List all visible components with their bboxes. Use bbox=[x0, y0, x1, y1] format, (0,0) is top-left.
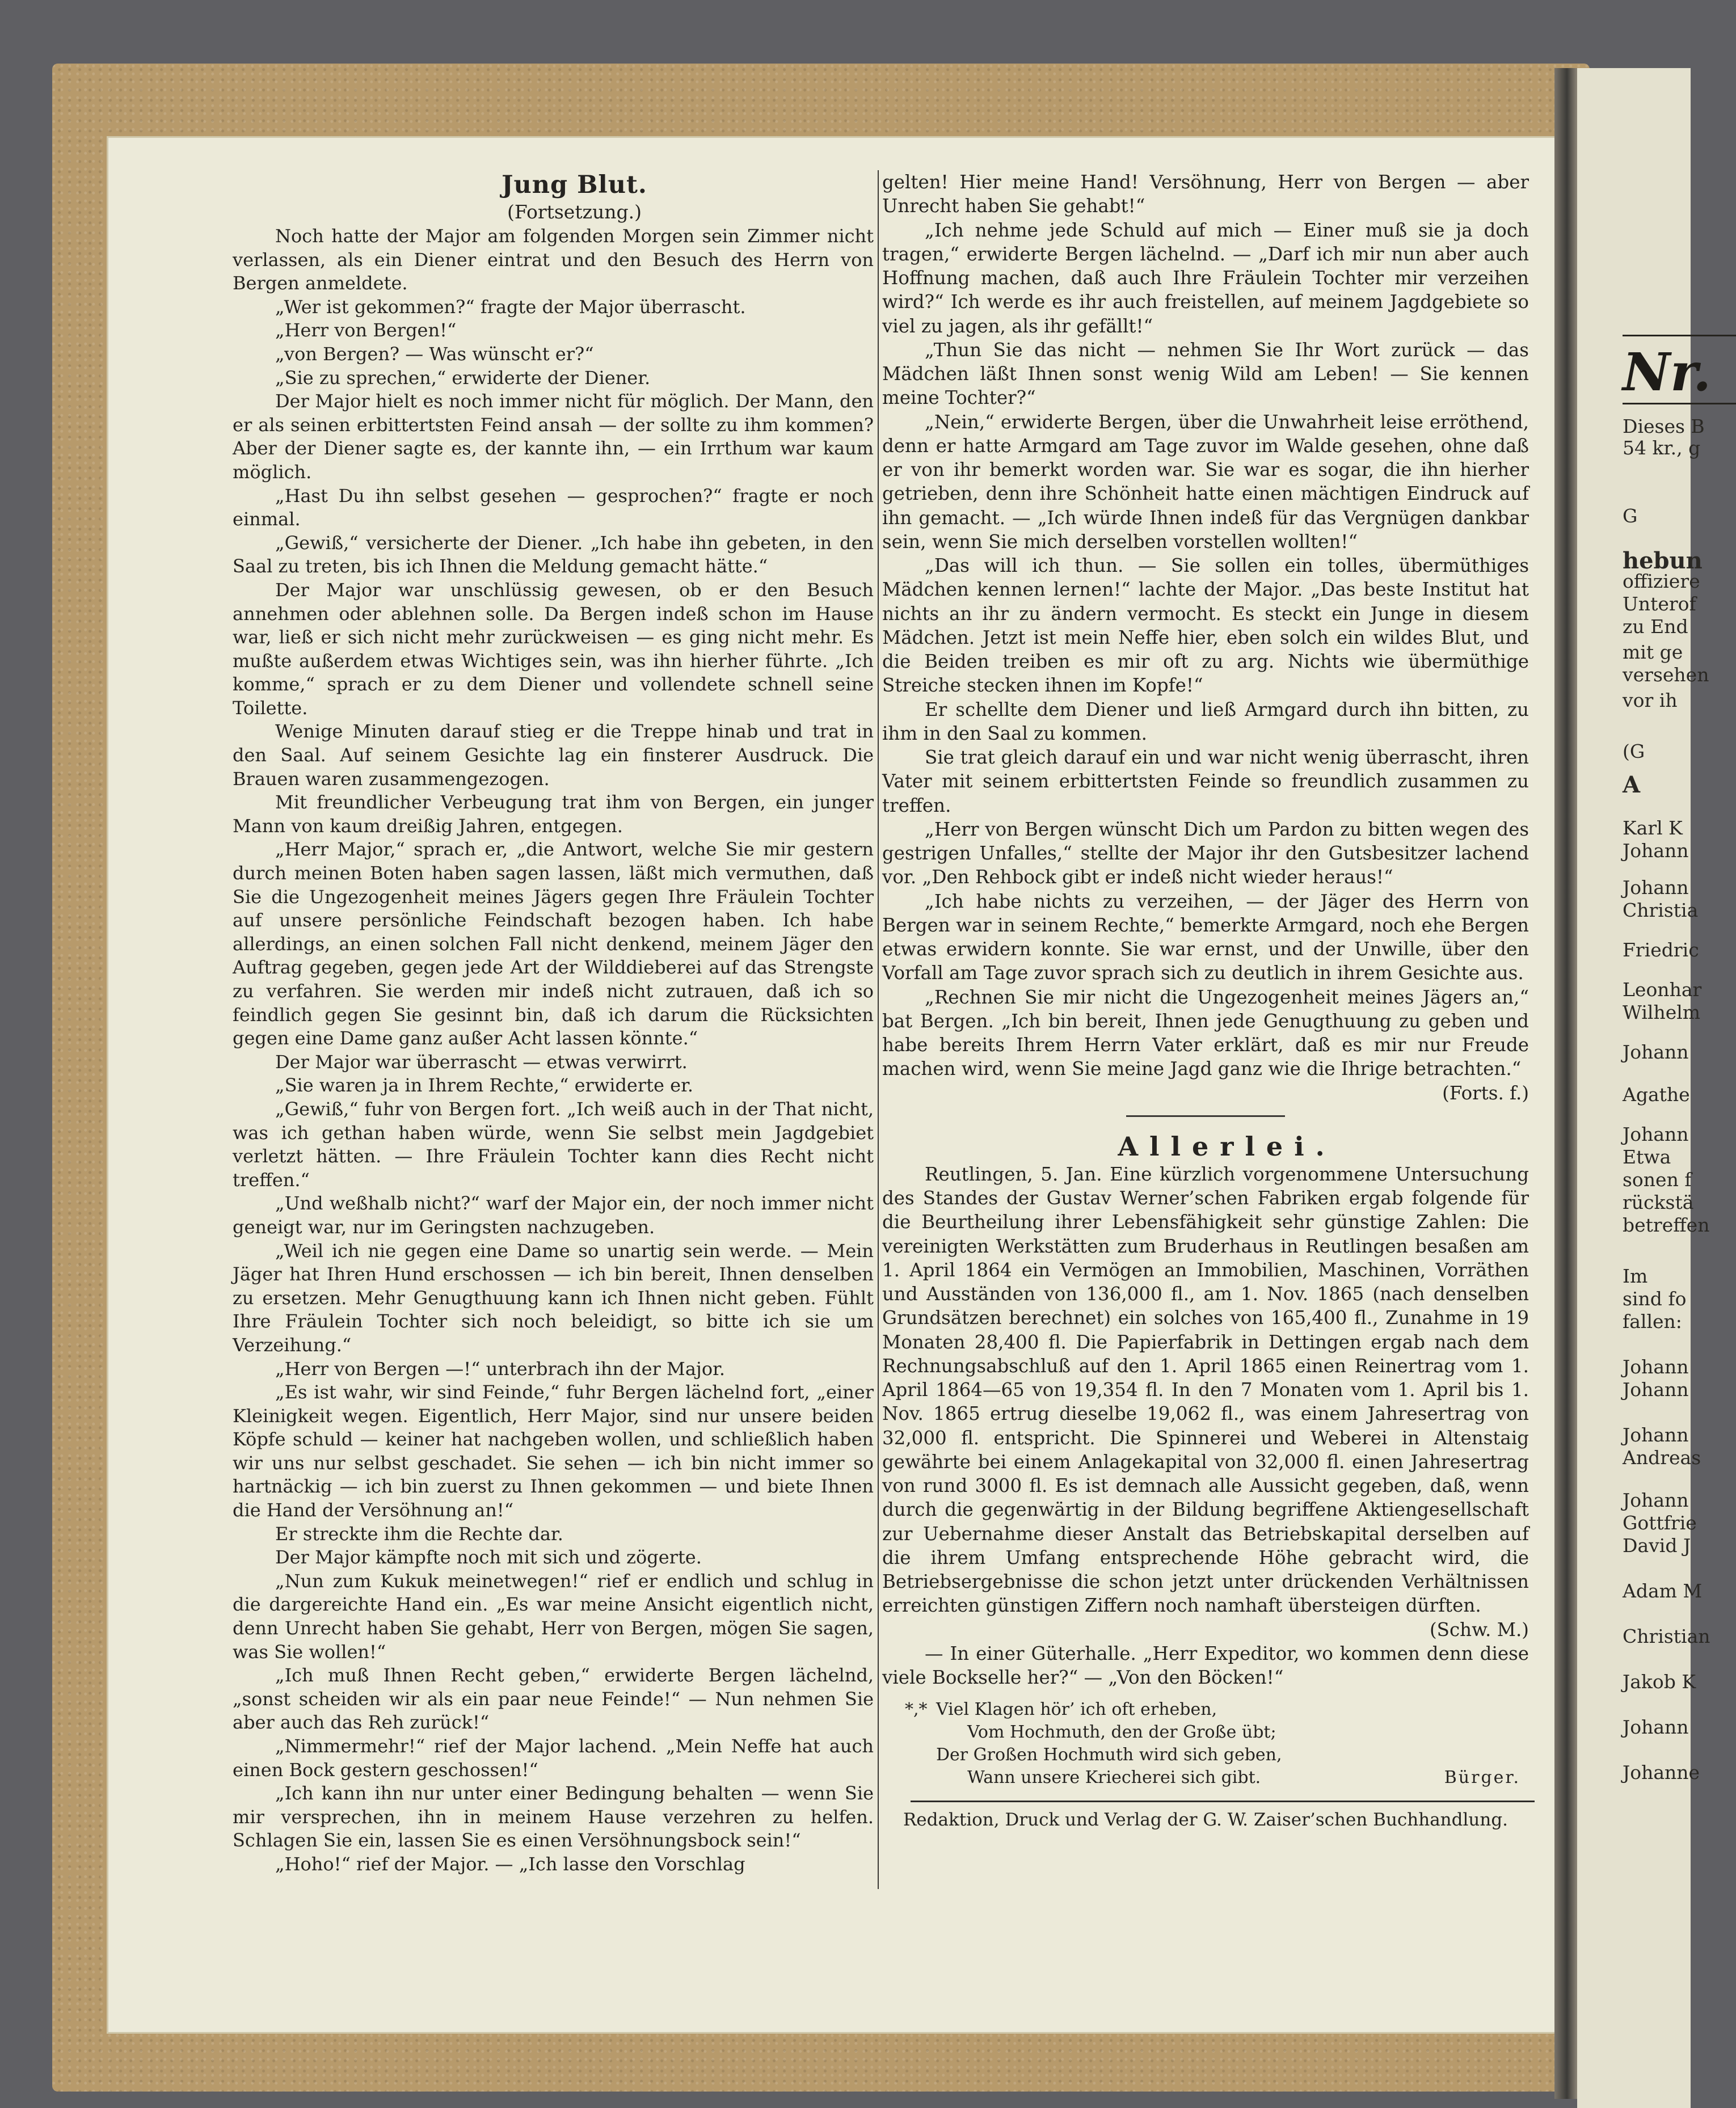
next-page-line: Christian bbox=[1623, 1625, 1710, 1647]
poem-line: Der Großen Hochmuth wird sich geben, bbox=[936, 1745, 1282, 1765]
next-page-fragment bbox=[1577, 68, 1712, 2108]
story-paragraph: Er schellte dem Diener und ließ Armgard durch ihn bitten, zu ihm in den Saal zu kommen. bbox=[882, 698, 1529, 744]
imprint: Redaktion, Druck und Verlag der G. W. Zaiser’schen Buchhandlung. bbox=[903, 1810, 1509, 1831]
next-page-line: Johann bbox=[1623, 1123, 1689, 1145]
story-paragraph: „Das will ich thun. — Sie sollen ein tolles, übermüthiges Mädchen kennen lernen!“ lachte der Major. „Das beste Institut hat nichts an ihr zu ändern vermocht. Es steckt ein Junge in diesem Mädchen. Jetzt ist mein Neffe hier, eben solch ein wildes Blut, und die Beiden treiben es mir oft zu arg. Nichts wie übermüthige Streiche stecken ihnen im Kopfe!“ bbox=[882, 555, 1529, 697]
next-page-line: Agathe bbox=[1623, 1083, 1690, 1106]
story-paragraph: „Herr von Bergen!“ bbox=[275, 319, 457, 342]
story-continuation: gelten! Hier meine Hand! Versöhnung, Herr von Bergen — aber Unrecht haben Sie gehabt!“ bbox=[882, 171, 1529, 217]
next-page-line: Johann bbox=[1623, 876, 1689, 899]
next-page-line: mit ge bbox=[1623, 641, 1683, 663]
next-page-line: Johann bbox=[1623, 1378, 1689, 1401]
story-paragraph: Der Major war unschlüssig gewesen, ob er den Besuch annehmen oder ablehnen solle. Da Bergen indeß schon im Hause war, ließ er sich nicht mehr zurückweisen — es ging nicht mehr. Es mußte außerdem etwas Wichtiges sein, was ihn hierher führte. „Ich komme,“ sprach er zu dem Diener und vollendete schnell seine Toilette. bbox=[233, 579, 874, 719]
story-paragraph: Der Major kämpfte noch mit sich und zögerte. bbox=[275, 1546, 702, 1569]
next-page-line: Johann bbox=[1623, 1424, 1689, 1446]
next-page-line: A bbox=[1623, 771, 1641, 798]
next-page-line: hebun bbox=[1623, 547, 1703, 574]
story-paragraph: Noch hatte der Major am folgenden Morgen sein Zimmer nicht verlassen, als ein Diener eintrat und den Besuch des Herrn von Bergen anmeldete. bbox=[233, 225, 874, 294]
next-page-line: Johann bbox=[1623, 1489, 1689, 1511]
story-paragraph: „Nimmermehr!“ rief der Major lachend. „Mein Neffe hat auch einen Bock gestern geschossen!“ bbox=[233, 1735, 874, 1781]
news-item-reutlingen: Reutlingen, 5. Jan. Eine kürzlich vorgenommene Untersuchung des Standes der Gustav Werner’schen Fabriken ergab folgende für die Beurtheilung ihrer Lebensfähigkeit sehr günstige Zahlen: Die vereinigten Werkstätten zum Bruderhaus in Reutlingen besaßen am 1. April 1864 ein Vermögen an Immobilien, Maschinen, Vorräthen und Ausständen von 136,000 fl., am 1. Nov. 1865 (nach denselben Grundsätzen berechnet) ein solches von 165,400 fl., Zunahme in 19 Monaten 28,400 fl. Die Papierfabrik in Dettingen ergab nach dem Rechnungsabschluß auf den 1. April 1865 einen Reinertrag vom 1. April 1864—65 von 19,354 fl. In den 7 Monaten vom 1. April bis 1. Nov. 1865 ertrug dieselbe 19,062 fl., was einem Jahresertrag von 32,000 fl. entspricht. Die Spinnerei und Weberei in Altenstaig gewährte bei einem Anlagekapital von 32,000 fl. einen Jahresertrag von rund 3000 fl. Es ist demnach alle Aussicht gegeben, daß, wenn durch die gegenwärtig in der Bildung begriffene Aktiengesellschaft zur Uebernahme dieser Anstalt das Betriebskapital derselben auf die ihrem Umfang entsprechende Höhe gebracht wird, die Betriebsergebnisse die schon jetzt unter drückenden Verhältnissen erreichten günstigen Ziffern noch namhaft übersteigen dürften. bbox=[882, 1163, 1529, 1617]
next-page-line: Wilhelm bbox=[1623, 1001, 1701, 1023]
next-page-line: Etwa bbox=[1623, 1146, 1671, 1168]
story-paragraph: „Herr Major,“ sprach er, „die Antwort, welche Sie mir gestern durch meinen Boten haben sagen lassen, läßt mich vermuthen, daß Sie die Ungezogenheit meines Jägers gegen Ihre Fräulein Tochter auf unsere persönliche Feindschaft bezogen haben. Ich habe allerdings, an einen solchen Fall nicht denkend, meinem Jäger den Auftrag gegeben, gegen jede Art der Wilddieberei auf das Strengste zu verfahren. Sie werden mir indeß nicht zutrauen, daß ich so feindlich gegen Sie gesinnt bin, daß ich darum die Rücksichten gegen eine Dame ganz außer Acht lassen könnte.“ bbox=[233, 838, 874, 1049]
column-divider bbox=[878, 170, 879, 1889]
story-paragraph: „Herr von Bergen wünscht Dich um Pardon zu bitten wegen des gestrigen Unfalles,“ stellte der Major ihr den Gutsbesitzer lachend vor. „Den Rehbock gibt er indeß nicht wieder heraus!“ bbox=[882, 818, 1529, 888]
next-page-line: Johann bbox=[1623, 840, 1689, 862]
story-paragraph: „Ich kann ihn nur unter einer Bedingung behalten — wenn Sie mir versprechen, ihn in meinem Hause verzehren zu helfen. Schlagen Sie ein, lassen Sie es einen Versöhnungsbock sein!“ bbox=[233, 1782, 874, 1852]
poem-line: Viel Klagen hör’ ich oft erheben, bbox=[936, 1700, 1217, 1720]
next-page-line: Adam M bbox=[1623, 1580, 1703, 1602]
next-page-line: (G bbox=[1623, 740, 1645, 762]
story-paragraph: Sie trat gleich darauf ein und war nicht wenig überrascht, ihren Vater mit seinem erbittertsten Feinde so freundlich zusammen zu treffen. bbox=[882, 747, 1529, 816]
story-signoff: (Forts. f.) bbox=[1442, 1082, 1529, 1104]
story-paragraph: Wenige Minuten darauf stieg er die Treppe hinab und trat in den Saal. Auf seinem Gesichte lag ein finsterer Ausdruck. Die Brauen waren zusammengezogen. bbox=[233, 720, 874, 790]
next-page-line: Johann bbox=[1623, 1041, 1689, 1063]
next-page-line: sonen f bbox=[1623, 1169, 1692, 1191]
story-title: Jung Blut. bbox=[502, 171, 647, 199]
next-page-line: Unterof bbox=[1623, 593, 1696, 615]
next-page-line: Karl K bbox=[1623, 817, 1683, 839]
poem-author: Bürger. bbox=[1444, 1768, 1520, 1788]
story-paragraph: „Hoho!“ rief der Major. — „Ich lasse den Vorschlag bbox=[275, 1853, 745, 1875]
story-paragraph: Der Major war überrascht — etwas verwirrt. bbox=[275, 1051, 688, 1073]
next-page-line: rückstä bbox=[1623, 1191, 1694, 1213]
next-page-masthead: Nr. bbox=[1623, 342, 1712, 403]
next-page-line: Leonhar bbox=[1623, 979, 1702, 1001]
imprint-rule bbox=[911, 1801, 1535, 1802]
book-gutter bbox=[1554, 68, 1577, 2099]
anecdote: — In einer Güterhalle. „Herr Expeditor, wo kommen denn diese viele Bockselle her?“ — „Von den Böcken!“ bbox=[882, 1642, 1529, 1688]
section-heading-allerlei: Allerlei. bbox=[1118, 1131, 1336, 1162]
next-page-line: G bbox=[1623, 505, 1638, 527]
story-paragraph: „Rechnen Sie mir nicht die Ungezogenheit meines Jägers an,“ bat Bergen. „Ich bin bereit, Ihnen jede Genugthuung zu geben und habe bereits Ihrem Herrn Vater erklärt, daß es mir nur Freude machen wird, wenn Sie meine Jagd ganz wie die Ihrige betrachten.“ bbox=[882, 986, 1529, 1080]
next-page-rule bbox=[1623, 403, 1736, 404]
poem-marker: *,* bbox=[905, 1700, 928, 1720]
next-page-line: Johann bbox=[1623, 1356, 1689, 1378]
next-page-line: Christia bbox=[1623, 899, 1699, 921]
story-paragraph: „Gewiß,“ fuhr von Bergen fort. „Ich weiß auch in der That nicht, was ich gethan haben würde, wenn Sie selbst mein Jagdgebiet verletzt hätten. — Ihre Fräulein Tochter kann dies Recht nicht treffen.“ bbox=[233, 1098, 874, 1191]
story-paragraph: „Hast Du ihn selbst gesehen — gesprochen?“ fragte er noch einmal. bbox=[233, 484, 874, 530]
next-page-line: David J bbox=[1623, 1534, 1691, 1557]
next-page-line: Friedric bbox=[1623, 939, 1699, 961]
story-paragraph: „Wer ist gekommen?“ fragte der Major überrascht. bbox=[275, 296, 746, 318]
news-source: (Schw. M.) bbox=[1430, 1618, 1529, 1641]
story-paragraph: „Ich nehme jede Schuld auf mich — Einer muß sie ja doch tragen,“ erwiderte Bergen lächelnd. — „Darf ich mir nun aber auch Hoffnung machen, daß auch Ihre Fräulein Tochter mir verzeihen wird?“ Ich werde es ihr auch freistellen, auf meinem Jagdgebiete so viel zu jagen, als ihr gefällt!“ bbox=[882, 219, 1529, 337]
left-column bbox=[233, 170, 874, 1877]
next-page-line: offiziere bbox=[1623, 570, 1700, 592]
poem-line: Wann unsere Kriecherei sich gibt. bbox=[967, 1768, 1261, 1788]
right-column bbox=[882, 170, 1529, 1832]
next-page-line: Dieses B bbox=[1623, 415, 1705, 437]
next-page-line: Gottfrie bbox=[1623, 1512, 1697, 1534]
story-paragraph: „Nun zum Kukuk meinetwegen!“ rief er endlich und schlug in die dargereichte Hand ein. „Es war meine Ansicht eigentlich nicht, denn Unrecht haben Sie gehabt, Herr von Bergen, mögen Sie sagen, was Sie wollen!“ bbox=[233, 1570, 874, 1663]
story-paragraph: „Nein,“ erwiderte Bergen, über die Unwahrheit leise erröthend, denn er hatte Armgard am Tage zuvor im Walde gesehen, ohne daß er von ihr bemerkt worden war. Sie war es sogar, die ihn hierher getrieben, denn ihre Schönheit hatte einen mächtigen Eindruck auf ihn gemacht. — „Ich würde Ihnen indeß für das Vergnügen dankbar sein, wenn Sie mich derselben vorstellen wollten!“ bbox=[882, 411, 1529, 553]
poem bbox=[905, 1698, 1520, 1789]
story-paragraph: „Ich muß Ihnen Recht geben,“ erwiderte Bergen lächelnd, „sonst scheiden wir als ein paar neue Feinde!“ — Nun nehmen Sie aber auch das Reh zurück!“ bbox=[233, 1664, 874, 1734]
story-paragraph: „Sie zu sprechen,“ erwiderte der Diener. bbox=[275, 366, 651, 389]
next-page-line: Andreas bbox=[1623, 1447, 1701, 1469]
poem-line: Vom Hochmuth, den der Große übt; bbox=[967, 1722, 1276, 1743]
story-paragraph: „Und weßhalb nicht?“ warf der Major ein, der noch immer nicht geneigt war, nur im Geringsten nachzugeben. bbox=[233, 1192, 874, 1238]
story-paragraph: „Ich habe nichts zu verzeihen, — der Jäger des Herrn von Bergen war in seinem Rechte,“ bemerkte Armgard, noch ehe Bergen etwas erwidern konnte. Sie war ernst, und der Unwille, über den Vorfall am Tage zuvor sprach sich zu deutlich in ihrem Gesichte aus. bbox=[882, 890, 1529, 984]
next-page-line: Johanne bbox=[1623, 1761, 1700, 1784]
next-page-line: zu End bbox=[1623, 615, 1688, 638]
story-paragraph: „Es ist wahr, wir sind Feinde,“ fuhr Bergen lächelnd fort, „einer Kleinigkeit wegen. Eigentlich, Herr Major, sind nur unsere beiden Köpfe schuld — keiner hat nachgeben wollen, und schließlich haben wir uns nur selbst geschadet. Sie sehen — ich bin nicht immer so hartnäckig — ich bin zuerst zu Ihnen gekommen — und biete Ihnen die Hand der Versöhnung an!“ bbox=[233, 1381, 874, 1521]
next-page-line: vor ih bbox=[1623, 689, 1678, 711]
next-page-line: fallen: bbox=[1623, 1310, 1682, 1333]
next-page-line: Johann bbox=[1623, 1716, 1689, 1738]
next-page-line: 54 kr., g bbox=[1623, 437, 1701, 459]
next-page-rule bbox=[1623, 335, 1736, 336]
story-text bbox=[233, 225, 874, 1877]
story-paragraph: „Herr von Bergen —!“ unterbrach ihn der Major. bbox=[275, 1357, 726, 1380]
story-paragraph: „von Bergen? — Was wünscht er?“ bbox=[275, 343, 594, 365]
story-subtitle: (Fortsetzung.) bbox=[507, 201, 642, 223]
next-page-line: sind fo bbox=[1623, 1288, 1687, 1310]
story-paragraph: Der Major hielt es noch immer nicht für möglich. Der Mann, den er als seinen erbittertsten Feind ansah — der sollte zu ihm kommen? Aber der Diener sagte es, der kannte ihn, — ein Irrthum war kaum möglich. bbox=[233, 390, 874, 483]
story-paragraph: „Sie waren ja in Ihrem Rechte,“ erwiderte er. bbox=[275, 1074, 694, 1097]
story-paragraph: „Weil ich nie gegen eine Dame so unartig sein werde. — Mein Jäger hat Ihren Hund erschossen — ich bin bereit, Ihnen denselben zu ersetzen. Mehr Genugthuung kann ich Ihnen nicht geben. Fühlt Ihre Fräulein Tochter sich noch beleidigt, so bitte ich sie um Verzeihung.“ bbox=[233, 1239, 874, 1356]
next-page-line: betreffen bbox=[1623, 1214, 1710, 1236]
story-paragraph: Er streckte ihm die Rechte dar. bbox=[275, 1523, 563, 1545]
story-paragraph: „Thun Sie das nicht — nehmen Sie Ihr Wort zurück — das Mädchen läßt Ihnen sonst wenig Wild am Leben! — Sie kennen meine Tochter?“ bbox=[882, 339, 1529, 409]
next-page-line: Jakob K bbox=[1623, 1671, 1696, 1693]
section-separator bbox=[1126, 1115, 1285, 1117]
next-page-line: Im bbox=[1623, 1265, 1648, 1287]
story-paragraph: „Gewiß,“ versicherte der Diener. „Ich habe ihn gebeten, in den Saal zu treten, bis ich Ihnen die Meldung gemacht hätte.“ bbox=[233, 532, 874, 577]
next-page-line: versehen bbox=[1623, 664, 1709, 686]
story-text-continued bbox=[882, 218, 1529, 1081]
story-paragraph: Mit freundlicher Verbeugung trat ihm von Bergen, ein junger Mann von kaum dreißig Jahren, entgegen. bbox=[233, 791, 874, 837]
